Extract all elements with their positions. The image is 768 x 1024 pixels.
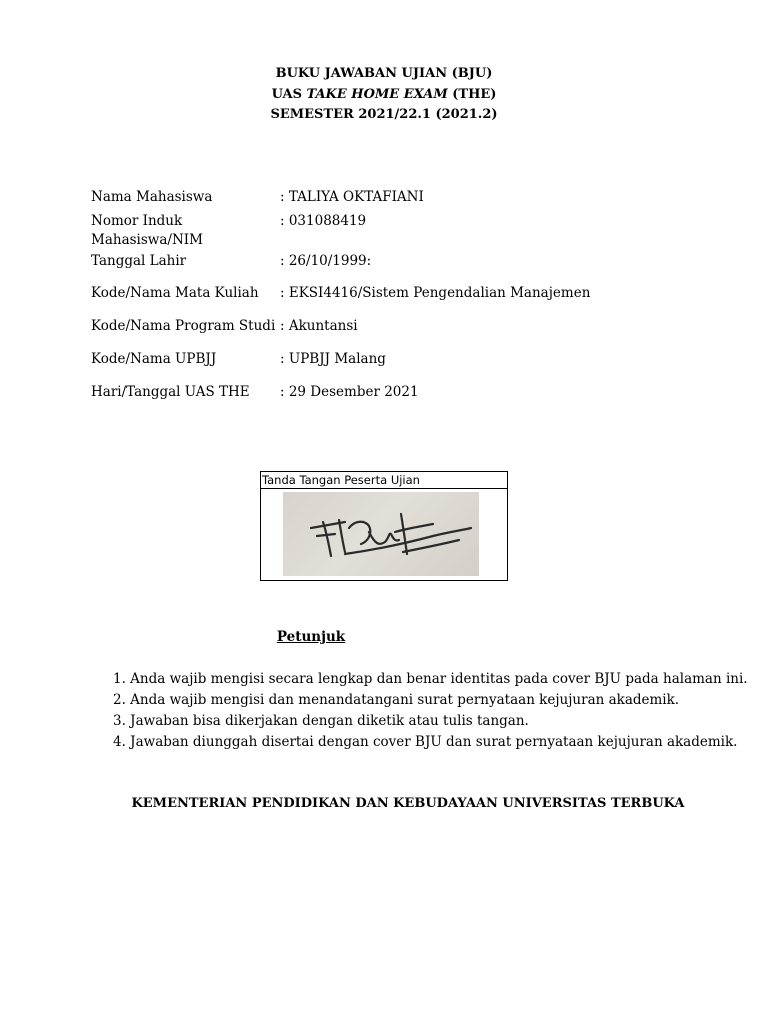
header-exam-prefix: UAS xyxy=(271,86,307,102)
field-upbjj-value: : UPBJJ Malang xyxy=(280,351,386,367)
document-header xyxy=(0,64,768,126)
field-nim-value: : 031088419 xyxy=(280,213,367,229)
header-exam-type xyxy=(0,85,768,106)
instruction-item: 2. Anda wajib mengisi dan menandatangani surat pernyataan kejujuran akademik. xyxy=(113,692,680,708)
institution-footer: KEMENTERIAN PENDIDIKAN DAN KEBUDAYAAN UNIVERSITAS TERBUKA xyxy=(131,796,685,811)
header-semester: SEMESTER 2021/22.1 (2021.2) xyxy=(270,107,498,122)
header-exam-italic: TAKE HOME EXAM xyxy=(306,86,448,102)
field-tanggal-uas-label: Hari/Tanggal UAS THE xyxy=(91,384,250,400)
handwritten-signature-icon xyxy=(283,492,479,576)
field-lahir-value: : 26/10/1999: xyxy=(280,253,372,269)
field-matkul-value: : EKSI4416/Sistem Pengendalian Manajemen xyxy=(280,285,591,301)
instruction-item: 4. Jawaban diunggah disertai dengan cover BJU dan surat pernyataan kejujuran akademik. xyxy=(113,734,738,750)
field-upbjj-label: Kode/Nama UPBJJ xyxy=(91,351,217,367)
instruction-item: 3. Jawaban bisa dikerjakan dengan diketik atau tulis tangan. xyxy=(113,713,529,729)
field-prodi-value: : Akuntansi xyxy=(280,318,358,334)
field-lahir-label: Tanggal Lahir xyxy=(91,253,187,269)
header-exam-suffix: (THE) xyxy=(447,86,497,102)
field-nim-label-line2: Mahasiswa/NIM xyxy=(91,232,203,248)
signature-box xyxy=(260,471,508,581)
field-nama-label: Nama Mahasiswa xyxy=(91,189,213,205)
field-nim-label xyxy=(91,212,277,250)
instructions-list xyxy=(113,669,748,753)
field-nama-value: : TALIYA OKTAFIANI xyxy=(280,189,424,205)
field-prodi-label: Kode/Nama Program Studi xyxy=(91,318,276,334)
instructions-title: Petunjuk xyxy=(276,629,346,645)
instruction-item: 1. Anda wajib mengisi secara lengkap dan benar identitas pada cover BJU pada halaman ini. xyxy=(113,671,748,687)
field-nim-label-line1: Nomor Induk xyxy=(91,213,183,229)
signature-image xyxy=(283,492,479,576)
header-title: BUKU JAWABAN UJIAN (BJU) xyxy=(275,66,493,81)
field-tanggal-uas-value: : 29 Desember 2021 xyxy=(280,384,419,400)
field-matkul-label: Kode/Nama Mata Kuliah xyxy=(91,285,259,301)
signature-caption: Tanda Tangan Peserta Ujian xyxy=(261,472,507,489)
